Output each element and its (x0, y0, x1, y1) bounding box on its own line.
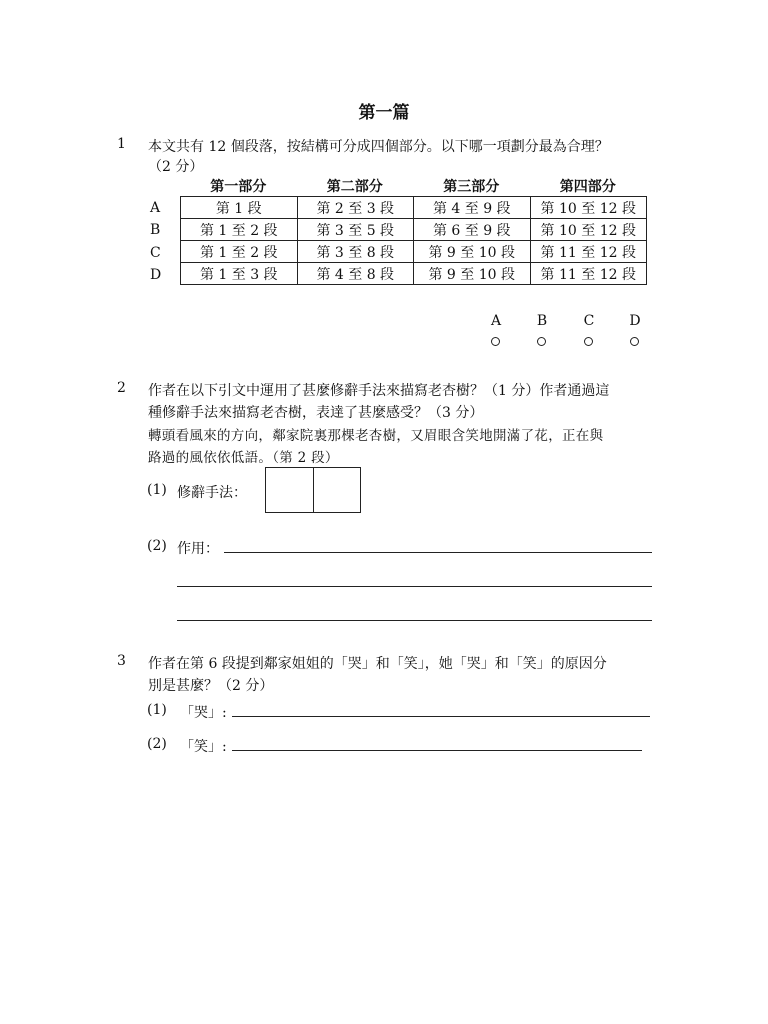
option-b-bubble[interactable] (537, 337, 546, 346)
rhetoric-answer-boxes[interactable] (265, 467, 361, 513)
question-3-text-line2: 別是甚麼？（2 分） (148, 678, 274, 694)
header-part-1: 第一部分 (210, 179, 267, 195)
table-cell: 第 10 至 12 段 (530, 197, 647, 219)
row-label-b: B (150, 222, 161, 238)
quote-line2: 路過的風依依低語。（第 2 段） (148, 450, 339, 466)
option-label-c: C (583, 313, 595, 329)
table-row (181, 241, 647, 263)
header-part-2: 第二部分 (326, 179, 383, 195)
answer-line[interactable] (177, 586, 652, 587)
q3-part1-number: (1) (147, 702, 167, 718)
question-3-text-line1: 作者在第 6 段提到鄰家姐姐的「哭」和「笑」，她「哭」和「笑」的原因分 (148, 656, 607, 672)
q2-part1-number: (1) (147, 482, 167, 498)
answer-line[interactable] (224, 552, 652, 553)
table-cell: 第 11 至 12 段 (530, 241, 647, 263)
table-cell: 第 11 至 12 段 (530, 263, 647, 285)
table-cell: 第 10 至 12 段 (530, 219, 647, 241)
answer-box[interactable] (266, 468, 313, 512)
q3-part2-number: (2) (147, 736, 167, 752)
table-cell: 第 1 段 (181, 197, 298, 219)
row-label-a: A (150, 200, 161, 216)
question-3-number: 3 (117, 653, 126, 669)
question-1-text-line1: 本文共有 12 個段落，按結構可分成四個部分。以下哪一項劃分最為合理？ (148, 139, 609, 155)
question-2-text-line2: 種修辭手法來描寫老杏樹，表達了甚麼感受？（3 分） (148, 405, 484, 421)
header-part-3: 第三部分 (443, 179, 500, 195)
q2-part2-number: (2) (147, 538, 167, 554)
option-d-bubble[interactable] (630, 337, 639, 346)
table-row (181, 219, 647, 241)
parts-table (180, 196, 647, 285)
option-c-bubble[interactable] (584, 337, 593, 346)
q2-part2-label: 作用： (177, 541, 219, 557)
row-label-d: D (150, 267, 162, 283)
parts-table-header (180, 176, 646, 196)
quote-line1: 轉頭看風來的方向，鄰家院裏那棵老杏樹，又眉眼含笑地開滿了花，正在與 (148, 428, 604, 444)
q3-part1-label: 「哭」: (180, 705, 227, 721)
page-title: 第一篇 (358, 103, 410, 123)
table-cell: 第 4 至 9 段 (414, 197, 531, 219)
table-cell: 第 1 至 3 段 (181, 263, 298, 285)
table-cell: 第 1 至 2 段 (181, 241, 298, 263)
q3-part2-label: 「笑」: (180, 739, 227, 755)
question-1-number: 1 (117, 136, 126, 152)
question-2-text-line1: 作者在以下引文中運用了甚麼修辭手法來描寫老杏樹？（1 分）作者通過這 (148, 383, 610, 399)
q2-part1-label: 修辭手法： (177, 485, 247, 501)
question-2-number: 2 (117, 380, 126, 396)
table-cell: 第 2 至 3 段 (297, 197, 414, 219)
answer-line[interactable] (177, 620, 652, 621)
answer-line[interactable] (232, 750, 642, 751)
answer-box[interactable] (313, 468, 361, 512)
table-row (181, 197, 647, 219)
option-a-bubble[interactable] (491, 337, 500, 346)
table-cell: 第 9 至 10 段 (414, 241, 531, 263)
row-label-c: C (150, 245, 161, 261)
option-label-d: D (629, 313, 641, 329)
table-row (181, 263, 647, 285)
table-cell: 第 6 至 9 段 (414, 219, 531, 241)
option-label-a: A (490, 313, 502, 329)
option-label-b: B (536, 313, 548, 329)
answer-line[interactable] (232, 716, 650, 717)
table-cell: 第 9 至 10 段 (414, 263, 531, 285)
header-part-4: 第四部分 (559, 179, 616, 195)
question-1-text-line2: （2 分） (148, 159, 204, 175)
table-cell: 第 3 至 8 段 (297, 241, 414, 263)
table-cell: 第 4 至 8 段 (297, 263, 414, 285)
table-cell: 第 3 至 5 段 (297, 219, 414, 241)
table-cell: 第 1 至 2 段 (181, 219, 298, 241)
